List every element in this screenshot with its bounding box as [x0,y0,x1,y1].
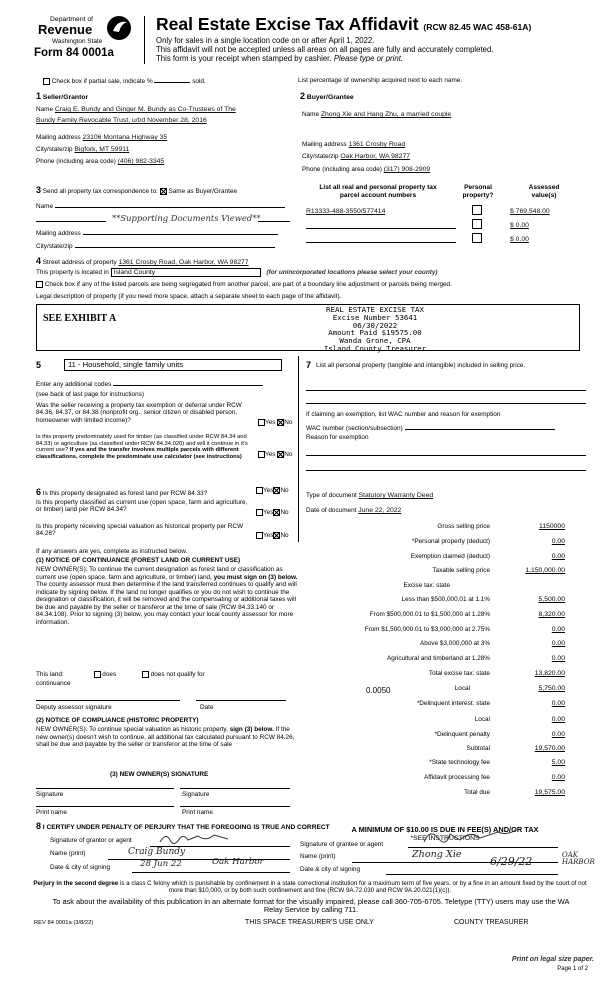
calc-label: Total excise tax: state [428,670,490,677]
calc-label: *Delinquent penalty [434,731,490,738]
grantor-date-label: Date & city of signing [50,864,111,871]
stamp-line-2: Excise Number 53641 [332,312,418,322]
page-number: Page 1 of 2 [557,966,588,972]
add-codes-note: (see back of last page for instructions) [36,391,144,398]
seller-name-field[interactable]: Craig E. Bundy and Ginger M. Bundy as Co-Trustees of The [54,106,236,113]
calc-amount-field[interactable]: 19,575.00 [534,789,565,796]
perjury-bold: Perjury in the second degree [33,880,119,887]
personal-header-1: Personal [464,184,492,191]
does-qualify-checkbox[interactable] [94,671,101,678]
pct-instructions: List percentage of ownership acquired next to each name. [298,77,463,84]
section-5-num: 5 [36,360,42,370]
grantor-date-field[interactable]: 28 Jun 22 [140,859,182,869]
calc-amount-field[interactable]: 0.00 [551,700,565,707]
legal-desc-label: Legal description of property (if you need more space, attach a separate sheet to each page of the affidavit). [36,293,342,300]
continuance-text-c: The county assessor must then determine if the land transferred continues to qualify and will indicate by signing below. If the land no longer qualifies or you do not wish to continue the designation or classification, it will be removed and the compensating or additional taxes will be due and payable by the seller or transferor at the time of sale (RCW 84.33.140 or 84.34.108). Prior to signing (3) below, you may contact your local county assessor for more information. [36,581,297,626]
county-note: (for unincorporated locations please select your county) [266,269,438,277]
calc-label: Local [454,685,470,692]
grantor-sig-label: Signature of grantor or agent [50,837,132,844]
yes-label: Yes [263,487,274,495]
yes-label: Yes [265,419,276,427]
deputy-date-label: Date [200,704,214,711]
corr-name-field[interactable] [55,202,285,208]
street-label: Street address of property [42,259,117,266]
buyer-name-field[interactable]: Zhong Xie and Hang Zhu, a married couple [320,111,452,118]
parcel-header-1: List all real and personal property tax [319,184,437,191]
minimum-due-note: A MINIMUM OF $10.00 IS DUE IN FEE(S) AND/OR TAX [351,825,539,834]
grantee-name-field[interactable]: Zhong Xie [412,849,462,860]
calc-amount-field[interactable]: 0.00 [551,640,565,647]
grantor-signature-mark[interactable] [158,830,258,846]
calc-label: Excise tax: state [403,582,450,589]
same-as-buyer-label: Same as Buyer/Grantee [168,188,238,195]
section-3-num: 3 [36,185,42,195]
dor-logo [28,14,140,62]
seller-phone-label: Phone (including area code) [36,158,116,165]
continuance-text-b: you must sign on (3) below. [213,573,298,581]
subtitle-3a: This form is your receipt when stamped by cashier. [156,54,332,64]
parcel-number-field[interactable] [306,236,456,243]
county-value: Island County [113,269,156,276]
exemption-question: Was the seller receiving a property tax exemption or deferral under RCW 84.36, 84.37, or 84.38 (nonprofit org., senior citizen or disabled person, homeowner with limited income)? [36,402,242,424]
seller-city-label: City/state/zip [36,146,73,153]
continuance-text-a: NEW OWNER(S): To continue the current designation as forest land or classification as current use (open space, farm and agriculture, or timber) land, [36,566,283,581]
grantor-city-field[interactable]: Oak Harbor [212,857,264,867]
calc-amount-field[interactable]: 1,150,000.00 [525,567,565,574]
grantor-name-field[interactable]: Craig Bundy [128,847,186,857]
supporting-docs-note: **Supporting Documents Viewed** [112,213,261,223]
partial-sale-checkbox[interactable] [43,78,50,85]
use-code-select[interactable] [64,359,282,371]
calc-label: Total due [464,789,490,796]
calc-amount-field[interactable]: 8,320.00 [538,611,565,618]
stamp-line-5: Wanda Grone, CPA [339,336,411,346]
dept-line1: Department of [50,16,94,23]
no-label: No [280,487,289,495]
buyer-mail-field[interactable]: 1361 Crosby Road [348,141,406,148]
buyer-phone-field[interactable]: (317) 908-2909 [383,166,431,173]
timber-question-note: If yes and the transfer involves multiple parcels with different classifications, complete the predominate use calculator (see instructions) [36,447,242,460]
seller-city-field[interactable]: Bigfork, MT 59911 [74,146,130,153]
seller-mail-field[interactable]: 23106 Montana Highway 35 [82,134,168,141]
wac-label: WAC number (section/subsection) [306,425,403,432]
current-use-question: Is this property classified as current use (open space, farm and agriculture, or timber) land per RCW 84.34? [36,499,248,514]
seller-heading: Seller/Grantor [42,94,89,101]
tax-corr-label: Send all property tax correspondence to: [42,188,158,195]
same-as-buyer-checkbox[interactable] [160,188,167,195]
use-code-value: 11 - Household, single family units [68,360,184,369]
continuance-title: (1) NOTICE OF CONTINUANCE (FOREST LAND OR CURRENT USE) [36,557,241,564]
section-1-num: 1 [36,91,42,101]
calc-amount-field[interactable]: 5,500.00 [538,596,565,603]
calc-label: Affidavit processing fee [424,774,490,781]
calc-amount-field[interactable]: 5,750.00 [538,685,565,692]
grantee-name-label: Name (print) [300,853,336,860]
seller-phone-field[interactable]: (406) 982-3345 [117,158,165,165]
does-not-label: does not qualify for [150,671,205,679]
subtitle-3b: Please type or print. [333,54,404,64]
wac-field[interactable] [405,424,555,430]
calc-label: Exemption claimed (deduct) [410,553,490,560]
calc-label: Less than $500,000.01 at 1.1% [401,596,490,603]
revision-label: REV 84 0001a (3/8/22) [34,920,94,926]
section-4-num: 4 [36,256,42,266]
parcel-number-field[interactable]: R13333-488-3550/577414 [306,208,386,215]
corr-mail-field[interactable] [83,229,278,235]
compliance-text-a: NEW OWNER(S): To continue special valuation as historic property, [36,726,228,733]
see-instructions-note: *SEE INSTRUCTIONS [410,834,480,842]
reason-label: Reason for exemption [306,434,369,441]
add-codes-label: Enter any additional codes [36,381,112,388]
no-label: No [280,509,289,517]
county-treasurer-label: COUNTY TREASURER [454,919,529,926]
perjury-text: is a class C felony which is punishable by confinement in a state correctional institution for a maximum term of five years, or by a fine in an amount fixed by the court of not more than $10,000, or by both such confinement and fine (RCW 9A.72.030 and RCW 9A.20.021(1)(c)). [119,880,587,895]
form-title: Real Estate Excise Tax Affidavit [156,14,419,34]
does-label: does [102,671,117,679]
corr-city-field[interactable] [75,242,275,248]
calc-label: Subtotal [466,745,490,752]
calc-label: *State technology fee [429,759,490,766]
exemption-no-checkbox[interactable] [277,419,284,426]
add-codes-field[interactable] [113,380,263,386]
exemption-yes-checkbox[interactable] [258,419,265,426]
personal-header-2: property? [462,191,494,199]
calc-label: Local [474,716,490,723]
calc-amount-field[interactable]: 0.00 [551,538,565,545]
section-2-num: 2 [300,91,306,101]
seller-name-label: Name [36,106,54,113]
personal-property-checkbox[interactable] [472,233,482,243]
alt-format-note: To ask about the availability of this publication in an alternate format for the visually impaired, please call 360-705-6705. Teletype (TTY) users may use the WA Relay Service by calling 711. [52,897,570,915]
deputy-sig-label: Deputy assessor signature [36,704,112,711]
segregation-label: Check box if any of the listed parcels are being segregated from another parcel, are part of a boundary line adjustment or parcels being merged. [44,281,452,289]
does-not-qualify-checkbox[interactable] [142,671,149,678]
corr-mail-label: Mailing address [36,230,81,237]
no-label: No [280,532,289,540]
buyer-heading: Buyer/Grantee [306,94,354,101]
personal-property-checkbox[interactable] [472,205,482,215]
located-label: This property is located in [36,269,109,277]
calc-label: Above $3,000,000 at 3% [420,640,490,647]
section-6-num: 6 [36,487,42,497]
timber-no-checkbox[interactable] [277,451,284,458]
owner-sig-label-2: Signature [182,791,210,798]
buyer-mail-label: Mailing address [302,141,347,148]
calc-amount-field[interactable]: 5.00 [551,759,565,766]
section-8-num: 8 [36,821,42,831]
doc-date-label: Date of document [306,507,357,514]
parcel-row [304,208,584,220]
partial-pct-field[interactable] [154,77,190,83]
corr-city-label: City/state/zip [36,243,73,250]
seller-name-field-2[interactable]: Bundy Family Revocable Trust, u/t/d November 28, 2016 [36,117,207,124]
assessed-header-1: Assessed [528,184,560,191]
historic-question: Is this property receiving special valuation as historical property per RCW 84.26? [36,523,244,538]
county-select[interactable] [111,268,261,277]
compliance-text-c: If the new owner(s) doesn't wish to continue, all additional tax calculated pursuant to RCW 84.26, shall be due and payable by the seller or transferor at the time of sale [36,726,295,749]
grantee-city-field[interactable]: OAK HARBOR [562,851,595,867]
calc-label: Agricultural and timberland at 1.28% [386,655,490,662]
subtitle-1: Only for sales in a single location code on or after April 1, 2022. [156,36,375,46]
assessed-value-field[interactable]: $ 0.00 [510,222,529,229]
calc-amount-field[interactable]: 0.00 [551,655,565,662]
partial-sold-label: sold. [192,78,206,85]
timber-yes-checkbox[interactable] [258,451,265,458]
subtitle-2: This affidavit will not be accepted unless all areas on all pages are fully and accurately completed. [156,45,494,55]
assessed-header-2: value(s) [531,191,557,199]
dept-line2: Revenue [38,22,93,37]
compliance-title: (2) NOTICE OF COMPLIANCE (HISTORIC PROPERTY) [36,717,199,724]
yes-label: Yes [263,532,274,540]
personal-property-checkbox[interactable] [472,219,482,229]
dept-line3: Washington State [52,38,103,45]
section-7-num: 7 [306,360,312,370]
assessed-value-field[interactable]: $ 0.00 [510,236,529,243]
buyer-city-label: City/state/zip [302,153,339,160]
new-owner-sig-title: (3) NEW OWNER(S) SIGNATURE [110,771,209,778]
treasurer-use-label: THIS SPACE TREASURER'S USE ONLY [245,919,374,926]
continuance-label: continuance [36,680,71,687]
calc-label: From $1,500,000.01 to $3,000,000 at 2.75% [364,626,490,633]
revenue-swirl-icon [105,14,133,42]
parcel-number-field[interactable] [306,222,456,229]
forest-no-checkbox[interactable] [273,487,280,494]
parcel-row [304,222,584,234]
personal-property-label: List all personal property (tangible and intangible) included in selling price. [316,362,526,369]
legal-description-value: SEE EXHIBIT A [43,313,117,324]
no-label: No [284,451,293,459]
calc-amount-field[interactable]: 0.00 [551,626,565,633]
calc-amount-field[interactable]: 0.00 [551,716,565,723]
yes-label: Yes [263,509,274,517]
grantee-date-field[interactable]: 6/29/22 [490,855,533,868]
grantee-signature-mark[interactable] [420,826,530,846]
calc-label: *Delinquent interest: state [416,700,490,707]
current-use-yes-checkbox[interactable] [256,509,263,516]
grantor-name-label: Name (print) [50,850,86,857]
doc-type-label: Type of document [306,492,357,499]
stamp-line-4: Amount Paid $19575.00 [328,328,422,338]
calc-label: *Personal property (deduct) [411,538,490,545]
timber-question: Is this property predominately used for timber (as classified under RCW 84.34 and 84.33) or agriculture (as classified under RCW 84.34.020) and will it continue in it's current use? [36,434,248,454]
calc-amount-field[interactable]: 0.00 [551,774,565,781]
parcel-header-2: parcel account numbers [339,191,417,199]
no-label: No [284,419,293,427]
yes-label: Yes [265,451,276,459]
grantee-sig-label: Signature of grantee or agent [300,841,384,848]
exemption-claim-label: If claiming an exemption, list WAC number and reason for exemption [306,411,501,418]
calc-label: Gross selling price [437,523,490,530]
owner-print-label-2: Print name [182,809,213,816]
calc-amount-field[interactable]: 0.00 [551,731,565,738]
buyer-city-field[interactable]: Oak Harbor, WA 98277 [340,153,411,160]
seller-mail-label: Mailing address [36,134,81,141]
grantee-date-label: Date & city of signing [300,866,361,873]
form-title-ref: (RCW 82.45 WAC 458-61A) [423,22,532,32]
doc-date-field[interactable]: June 22, 2022 [358,507,402,514]
calc-label: Taxable selling price [432,567,490,574]
stamp-line-3: 06/30/2022 [352,320,398,330]
calc-amount-field[interactable]: 19,570.00 [534,745,565,752]
stamp-line-1: REAL ESTATE EXCISE TAX [326,305,424,314]
forest-question: Is this property designated as forest land per RCW 84.33? [42,490,208,497]
form-number: Form 84 0001a [34,47,114,59]
answers-note: If any answers are yes, complete as instructed below. [36,548,188,555]
certify-label: I CERTIFY UNDER PENALTY OF PERJURY THAT THE FOREGOING IS TRUE AND CORRECT [42,824,330,831]
compliance-text-b: sign (3) below. [229,726,274,733]
doc-type-field[interactable]: Statutory Warranty Deed [358,492,434,499]
this-land-label: This land: [36,671,64,679]
legal-size-note: Print on legal size paper. [511,956,594,963]
calc-label: From $500,000.01 to $1,500,000 at 1.28% [369,611,490,618]
street-address-field[interactable]: 1361 Crosby Road, Oak Harbor, WA 98277 [118,259,249,266]
calc-amount-field[interactable]: 1150000 [539,523,565,530]
parcel-row [304,236,584,248]
partial-sale-label: Check box if partial sale, indicate % [51,78,153,85]
excise-stamp [300,306,450,353]
segregation-checkbox[interactable] [36,281,43,288]
owner-sig-label-1: Signature [36,791,64,798]
buyer-phone-label: Phone (including area code) [302,166,382,173]
current-use-no-checkbox[interactable] [273,509,280,516]
buyer-name-label: Name [302,111,320,118]
calc-amount-field[interactable]: 0.00 [551,553,565,560]
stamp-line-6: Island County Treasurer [323,343,427,353]
historic-yes-checkbox[interactable] [256,532,263,539]
calc-amount-field[interactable]: 13,820.00 [534,670,565,677]
assessed-value-field[interactable]: $ 769,548.00 [510,208,550,215]
local-rate-value: 0.0050 [366,686,391,695]
forest-yes-checkbox[interactable] [256,487,263,494]
corr-name-label: Name [36,203,54,210]
owner-print-label-1: Print name [36,809,67,816]
